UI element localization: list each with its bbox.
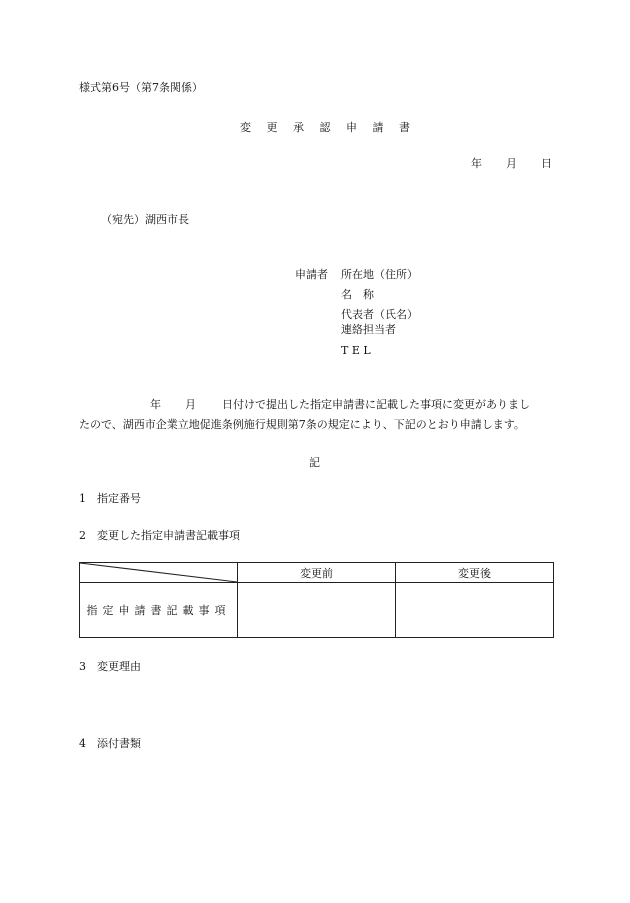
item-label: 変更理由	[97, 660, 141, 673]
body-month: 月	[185, 398, 196, 411]
changes-table	[79, 562, 554, 638]
diagonal-line	[80, 563, 237, 582]
item-number: 3	[79, 660, 86, 673]
applicant-representative: 代表者（氏名）	[341, 308, 418, 321]
header-before: 変更前	[238, 563, 396, 583]
form-label: 様式第6号（第7条関係）	[79, 81, 203, 94]
table-row	[80, 583, 554, 638]
applicant-contact: 連絡担当者	[341, 323, 396, 336]
item-label: 指定番号	[97, 492, 141, 505]
cell-before[interactable]	[238, 583, 396, 638]
body-line2: たので、湖西市企業立地促進条例施行規則第7条の規定により、下記のとおり申請します。	[79, 418, 525, 431]
header-after: 変更後	[396, 563, 554, 583]
date-month: 月	[506, 157, 517, 170]
date-day: 日	[541, 157, 552, 170]
item-label: 添付書類	[97, 737, 141, 750]
applicant-name: 名 称	[341, 288, 374, 301]
item-number: 2	[79, 529, 86, 542]
applicant-address: 所在地（住所）	[341, 268, 418, 281]
item-number: 4	[79, 737, 86, 750]
date-year: 年	[471, 157, 482, 170]
item-label: 変更した指定申請書記載事項	[97, 529, 240, 542]
applicant-label: 申請者	[295, 268, 328, 281]
body-line1: 日付けで提出した指定申請書に記載した事項に変更がありまし	[222, 398, 530, 411]
item-number: 1	[79, 492, 86, 505]
addressee: （宛先）湖西市長	[101, 213, 189, 226]
table-corner-cell	[80, 563, 238, 583]
row-label: 指定申請書記載事項	[80, 583, 238, 638]
document-title: 変 更 承 認 申 請 書	[240, 121, 416, 134]
body-year: 年	[150, 398, 161, 411]
table-header-row	[80, 563, 554, 583]
ki-heading: 記	[309, 456, 320, 469]
cell-after[interactable]	[396, 583, 554, 638]
applicant-tel: T E L	[341, 344, 371, 357]
